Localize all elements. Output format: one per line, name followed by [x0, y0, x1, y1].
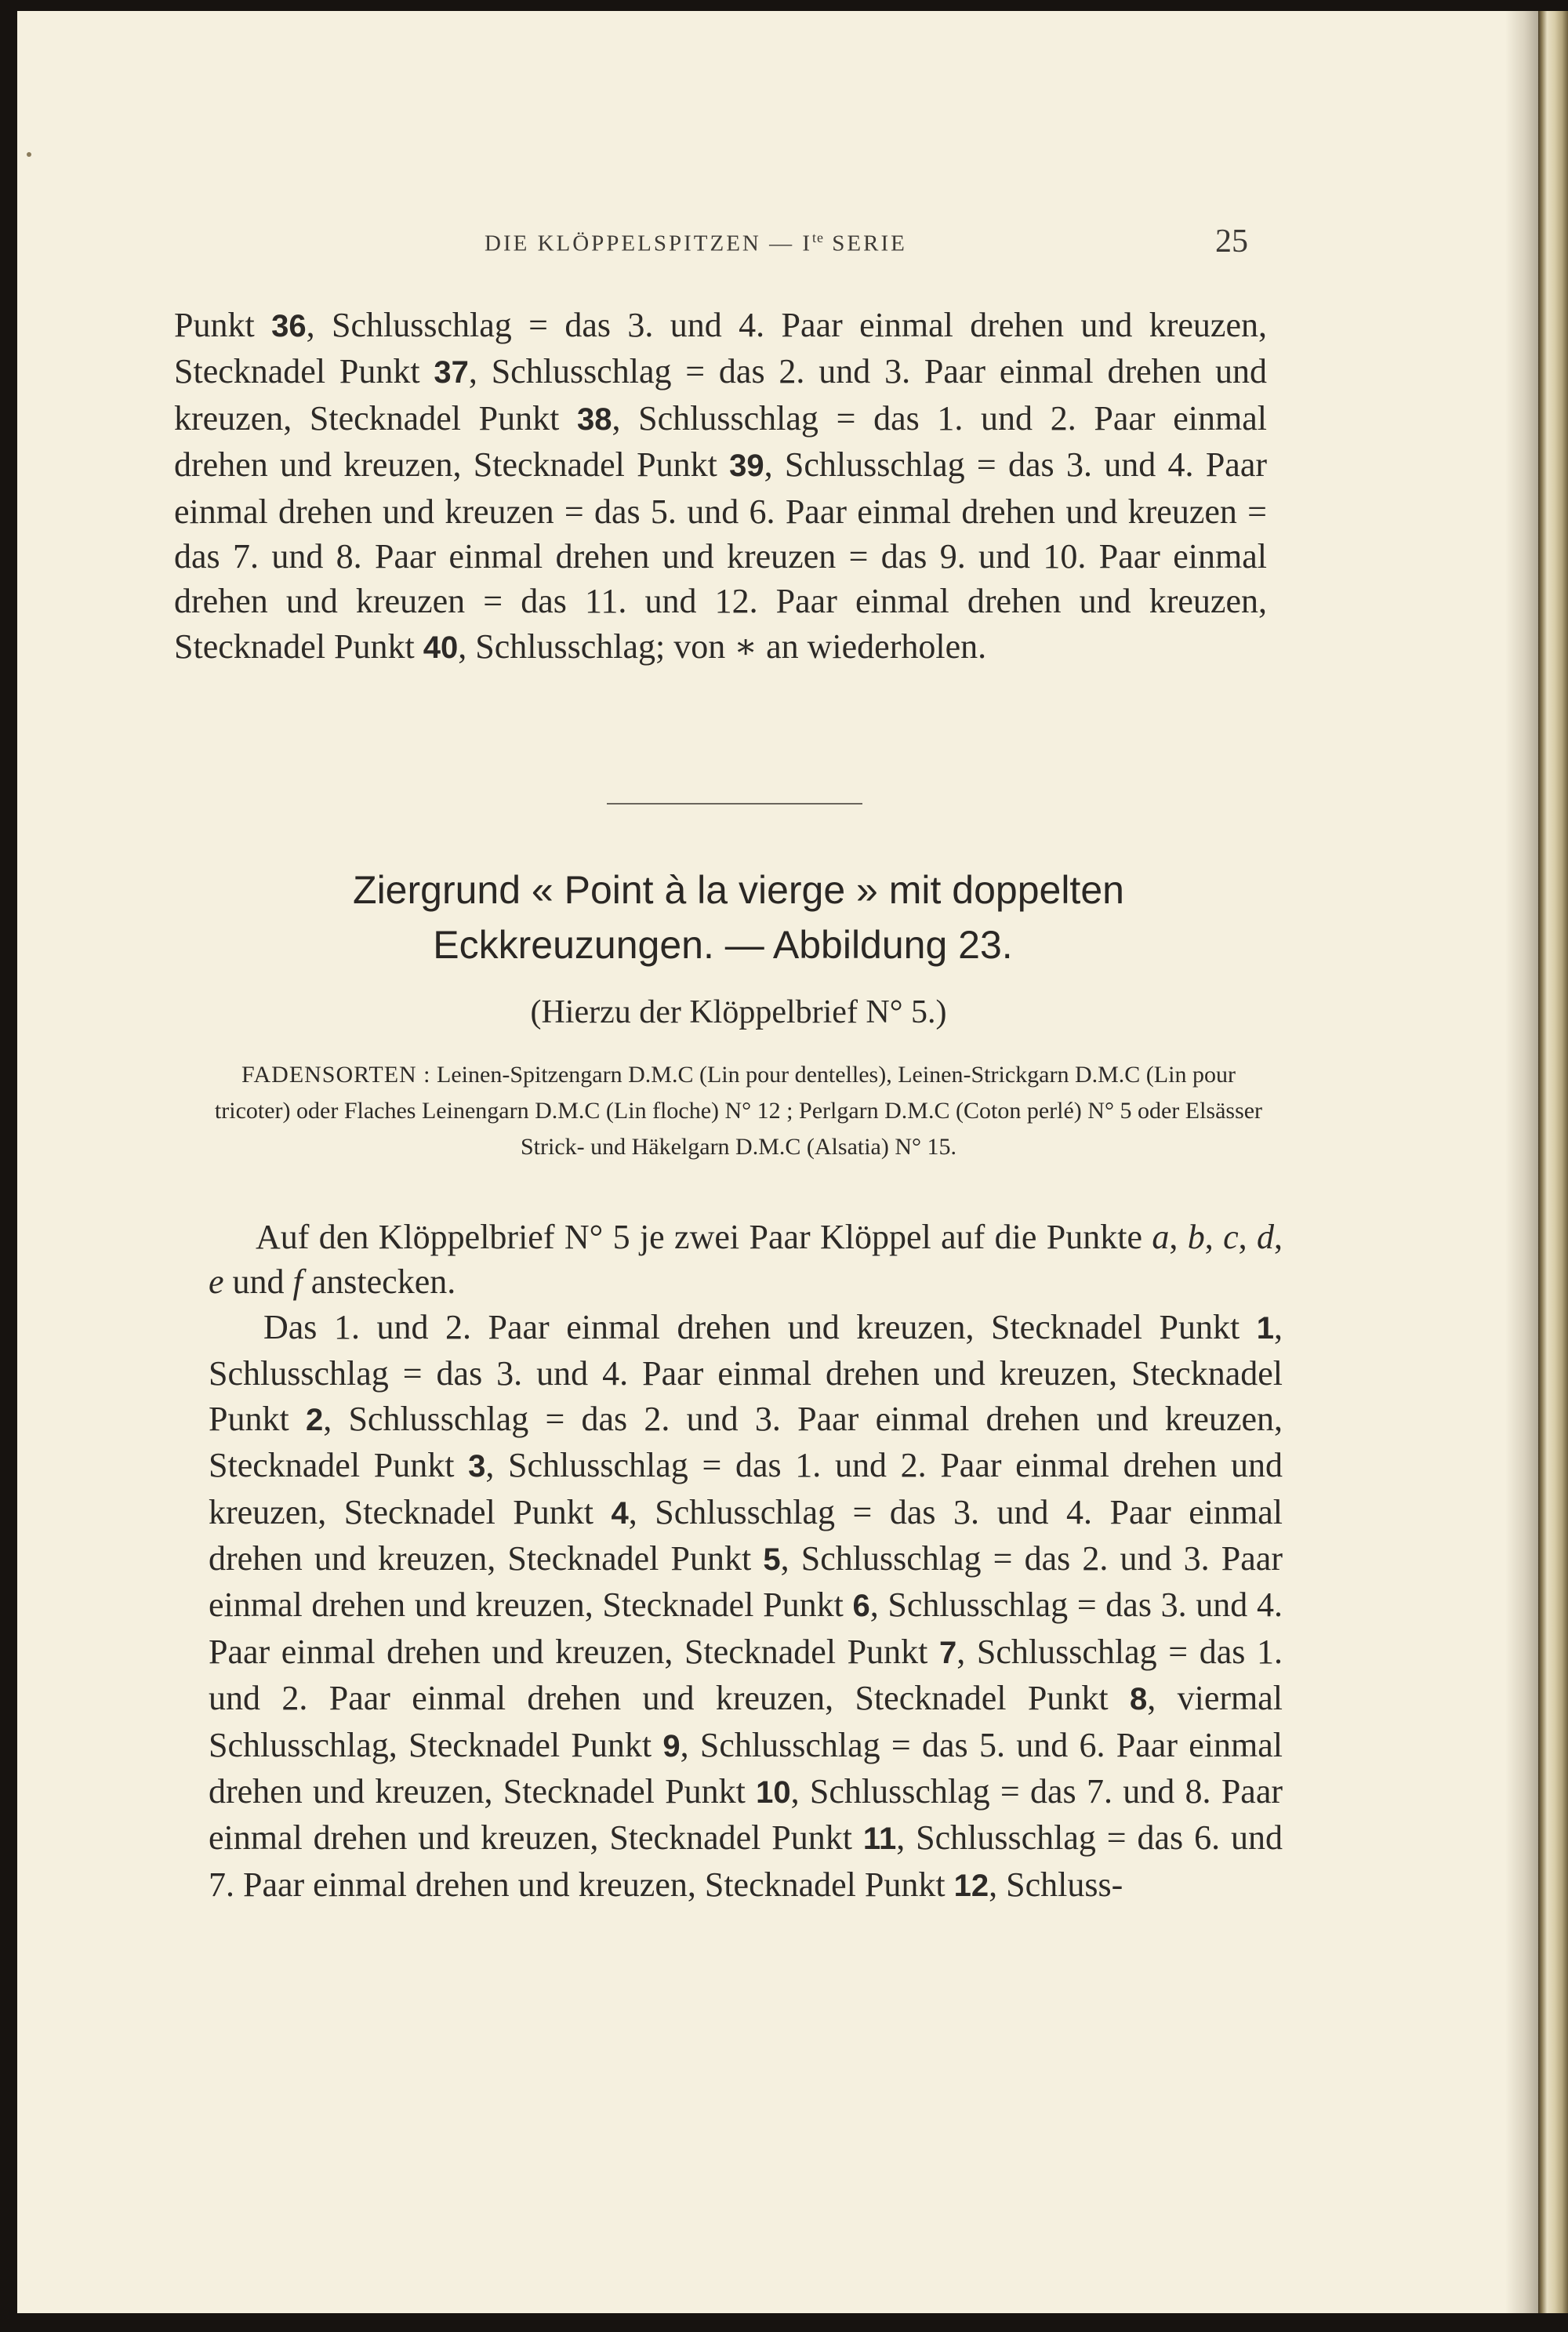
text-run: , Schlusschlag = das 2. und 3. Paar einmal drehen und kreuzen, Stecknadel Punkt [174, 352, 1267, 438]
point-number: 2 [305, 1402, 324, 1437]
rich-paragraph [209, 1305, 1283, 1909]
text-run: , Schlusschlag = das 3. und 4. Paar einmal drehen und kreuzen, Stecknadel Punkt [209, 1586, 1283, 1671]
running-head [485, 230, 907, 257]
text-run: , [1274, 1218, 1283, 1256]
page-number: 25 [1215, 223, 1248, 260]
materials-text: Leinen-Spitzengarn D.M.C (Lin pour dentelles), Leinen-Strickgarn D.M.C (Lin pour tricoter) oder Flaches Leinengarn D.M.C (Lin floche) N° 12 ; Perlgarn D.M.C (Coton perlé) N° 5 oder Elsässer Strick- und Häkelgarn D.M.C (Alsatia) N° 15. [214, 1062, 1263, 1160]
point-number: 4 [611, 1495, 629, 1531]
page-stack-edge [1538, 11, 1568, 2313]
text-run: , Schlusschlag = das 3. und 4. Paar einmal drehen und kreuzen, Stecknadel Punkt [209, 1492, 1283, 1578]
text-run: , viermal Schlusschlag, Stecknadel Punkt [209, 1679, 1283, 1764]
text-run: , Schlusschlag; von ∗ an wiederholen. [458, 627, 987, 666]
instructions-paragraph [209, 1305, 1283, 1909]
materials-note [205, 1057, 1272, 1165]
text-run: , Schlusschlag = das 5. und 6. Paar einmal drehen und kreuzen, Stecknadel Punkt [209, 1725, 1283, 1811]
pattern-reference: (Hierzu der Klöppelbrief N° 5.) [530, 994, 947, 1030]
section-title [174, 863, 1303, 972]
point-number: 11 [862, 1822, 897, 1857]
point-number: 40 [423, 630, 459, 665]
point-number: 1 [1256, 1311, 1274, 1346]
text-run: , [1204, 1218, 1224, 1256]
point-letter: d [1257, 1218, 1275, 1256]
point-letter: b [1187, 1218, 1205, 1256]
point-letter: f [292, 1262, 303, 1302]
text-run: Punkt [174, 306, 272, 344]
text-run: und [223, 1262, 293, 1302]
page-gutter-shadow [1505, 11, 1538, 2313]
section-divider [607, 803, 862, 805]
text-run: , Schlusschlag = das 1. und 2. Paar einmal drehen und kreuzen, Stecknadel Punkt [174, 398, 1267, 485]
text-run: , Schlusschlag = das 2. und 3. Paar einmal drehen und kreuzen, Stecknadel Punkt [209, 1399, 1283, 1485]
point-number: 7 [939, 1635, 957, 1670]
point-number: 36 [271, 309, 307, 343]
text-run: anstecken. [302, 1262, 456, 1302]
text-run: , Schlusschlag = das 1. und 2. Paar einmal drehen und kreuzen, Stecknadel Punkt [209, 1632, 1283, 1718]
running-head-superscript: te [812, 230, 825, 245]
intro-paragraph [209, 1215, 1283, 1305]
rich-paragraph [174, 303, 1267, 670]
text-run: , Schluss- [989, 1865, 1123, 1904]
point-letter: e [209, 1262, 224, 1302]
point-number: 39 [729, 449, 764, 484]
running-head-tail: SERIE [824, 231, 907, 256]
section-title-line-2: Eckkreuzungen. — Abbildung 23. [433, 923, 1013, 967]
text-run: , Schlusschlag = das 1. und 2. Paar einmal drehen und kreuzen, Stecknadel Punkt [209, 1446, 1283, 1531]
running-head-text: DIE KLÖPPELSPITZEN — I [485, 231, 813, 256]
text-run: , Schlusschlag = das 6. und 7. Paar einmal drehen und kreuzen, Stecknadel Punkt [209, 1818, 1283, 1904]
point-number: 5 [763, 1542, 781, 1578]
rich-paragraph [209, 1215, 1283, 1305]
point-letter: c [1223, 1218, 1239, 1256]
text-run: , [1169, 1218, 1188, 1256]
book-page [17, 11, 1538, 2313]
point-number: 8 [1129, 1682, 1148, 1717]
point-number: 12 [953, 1868, 989, 1903]
text-run: Auf den Klöppelbrief N° 5 je zwei Paar Klöppel auf die Punkte [256, 1218, 1152, 1256]
text-run: , Schlusschlag = das 3. und 4. Paar einmal drehen und kreuzen, Stecknadel Punkt [174, 306, 1267, 391]
text-run: , Schlusschlag = das 3. und 4. Paar einmal drehen und kreuzen = das 5. und 6. Paar einmal drehen und kreuzen = das 7. und 8. Paar einmal drehen und kreuzen = das 9. und 10. Paar einmal drehen und kreuzen = das 11. und 12. Paar einmal drehen und kreuzen, Stecknadel Punkt [174, 445, 1267, 666]
point-number: 3 [468, 1449, 486, 1484]
point-letter: a [1152, 1218, 1170, 1256]
text-run: , Schlusschlag = das 7. und 8. Paar einmal drehen und kreuzen, Stecknadel Punkt [209, 1772, 1283, 1858]
text-run: , Schlusschlag = das 2. und 3. Paar einmal drehen und kreuzen, Stecknadel Punkt [209, 1539, 1283, 1625]
page-speck [27, 152, 31, 157]
materials-label: FADENSORTEN : [241, 1062, 431, 1088]
point-number: 10 [756, 1775, 791, 1811]
text-run: , Schlusschlag = das 3. und 4. Paar einmal drehen und kreuzen, Stecknadel Punkt [209, 1308, 1283, 1438]
section-title-line-1: Ziergrund « Point à la vierge » mit doppelten [353, 868, 1124, 912]
text-run: , [1238, 1218, 1258, 1256]
continuation-paragraph [174, 303, 1267, 670]
point-number: 38 [576, 401, 612, 437]
point-number: 9 [662, 1728, 681, 1764]
point-number: 6 [852, 1589, 870, 1624]
text-run: Das 1. und 2. Paar einmal drehen und kreuzen, Stecknadel Punkt [263, 1308, 1257, 1346]
point-number: 37 [434, 355, 469, 390]
